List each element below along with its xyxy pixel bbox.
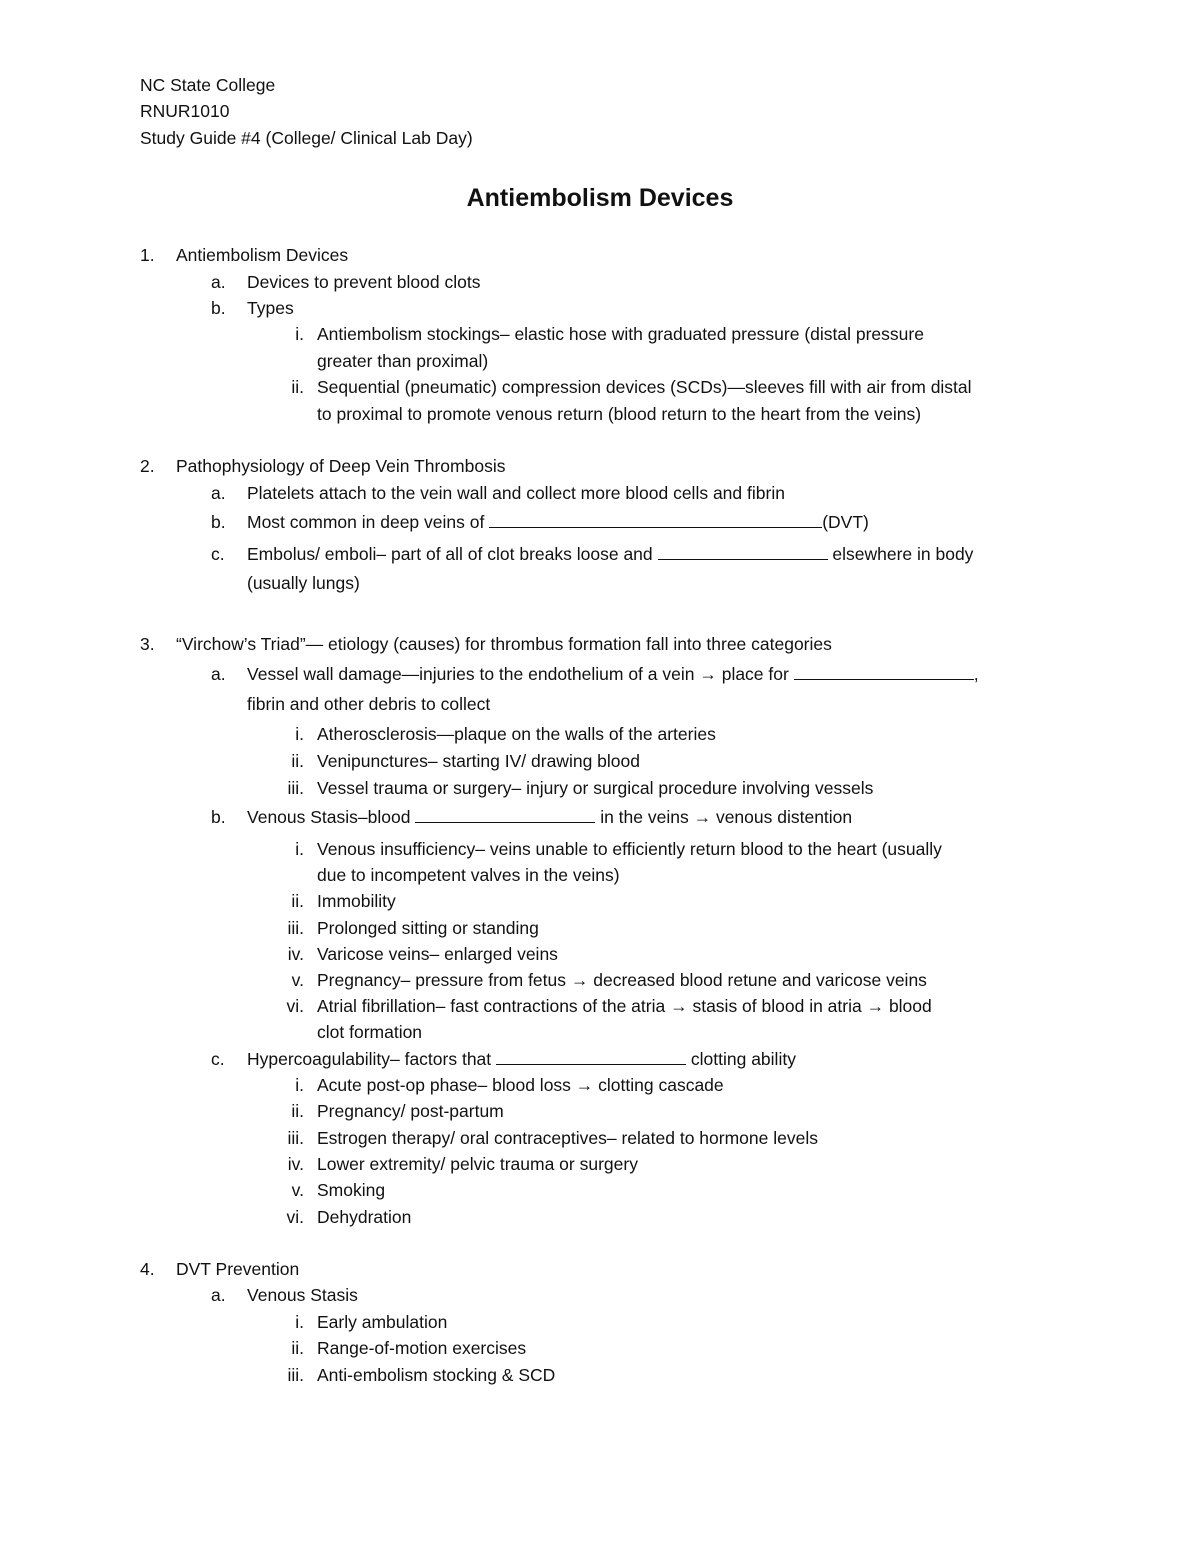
list-marker: ii. [291, 377, 304, 397]
section-3-title: “Virchow’s Triad”— etiology (causes) for thrombus formation fall into three categories [176, 634, 832, 654]
list-marker: v. [291, 1180, 304, 1200]
list-marker: iii. [287, 1128, 304, 1148]
arrow-right-icon: → [866, 996, 885, 1016]
list-marker: v. [291, 970, 304, 990]
list-marker: a. [211, 272, 226, 292]
list-marker: ii. [291, 1101, 304, 1121]
fill-in-blank [658, 543, 828, 560]
list-marker: iii. [287, 918, 304, 938]
list-item: Dehydration [317, 1207, 412, 1227]
list-marker: b. [211, 807, 226, 827]
list-marker: a. [211, 483, 226, 503]
list-item-continuation: to proximal to promote venous return (blood return to the heart from the veins) [317, 404, 922, 424]
list-item-continuation: (usually lungs) [247, 573, 360, 593]
section-1-number: 1. [140, 245, 155, 265]
arrow-right-icon: → [699, 664, 717, 684]
list-item: Vessel wall damage—injuries to the endothelium of a vein → place for , [247, 664, 979, 684]
list-item: Estrogen therapy/ oral contraceptives– related to hormone levels [317, 1128, 818, 1148]
list-item: Types [247, 298, 294, 318]
list-item-continuation: due to incompetent valves in the veins) [317, 865, 620, 885]
list-item: Anti-embolism stocking & SCD [317, 1365, 556, 1385]
section-4-title: DVT Prevention [176, 1259, 300, 1279]
fill-in-blank [489, 511, 822, 528]
list-item: Lower extremity/ pelvic trauma or surgery [317, 1154, 638, 1174]
header-guide: Study Guide #4 (College/ Clinical Lab Day) [140, 128, 473, 148]
section-3-number: 3. [140, 634, 155, 654]
list-marker: b. [211, 512, 226, 532]
list-item-continuation: fibrin and other debris to collect [247, 694, 491, 714]
list-item: Embolus/ emboli– part of all of clot breaks loose and elsewhere in body [247, 544, 974, 564]
list-item: Sequential (pneumatic) compression devices (SCDs)—sleeves fill with air from distal [317, 377, 972, 397]
list-marker: a. [211, 664, 226, 684]
list-marker: a. [211, 1285, 226, 1305]
list-item: Venous Stasis [247, 1285, 358, 1305]
list-marker: iv. [287, 944, 304, 964]
list-item: Acute post-op phase– blood loss → clotting cascade [317, 1075, 724, 1095]
list-marker: ii. [291, 1338, 304, 1358]
section-2-title: Pathophysiology of Deep Vein Thrombosis [176, 456, 506, 476]
list-marker: i. [295, 839, 304, 859]
list-item: Hypercoagulability– factors that clotting ability [247, 1049, 796, 1069]
list-marker: vi. [286, 996, 304, 1016]
list-item: Atherosclerosis—plaque on the walls of the arteries [317, 724, 716, 744]
list-item: Prolonged sitting or standing [317, 918, 539, 938]
list-marker: iii. [287, 778, 304, 798]
list-item: Atrial fibrillation– fast contractions of the atria → stasis of blood in atria → blood [317, 996, 932, 1016]
list-item: Early ambulation [317, 1312, 448, 1332]
list-marker: i. [295, 324, 304, 344]
page-title: Antiembolism Devices [466, 184, 734, 212]
list-marker: b. [211, 298, 226, 318]
list-item: Pregnancy/ post-partum [317, 1101, 504, 1121]
list-item: Pregnancy– pressure from fetus → decreased blood retune and varicose veins [317, 970, 927, 990]
list-item: Devices to prevent blood clots [247, 272, 481, 292]
list-marker: i. [295, 1312, 304, 1332]
list-item: Immobility [317, 891, 396, 911]
list-marker: ii. [291, 891, 304, 911]
list-marker: vi. [286, 1207, 304, 1227]
header-college: NC State College [140, 75, 276, 95]
header-course: RNUR1010 [140, 101, 230, 121]
list-marker: iv. [287, 1154, 304, 1174]
list-item: Varicose veins– enlarged veins [317, 944, 558, 964]
list-item: Vessel trauma or surgery– injury or surgical procedure involving vessels [317, 778, 874, 798]
arrow-right-icon: → [670, 996, 688, 1016]
list-marker: c. [211, 1049, 225, 1069]
list-item: Platelets attach to the vein wall and collect more blood cells and fibrin [247, 483, 785, 503]
list-item: Smoking [317, 1180, 386, 1200]
section-4-number: 4. [140, 1259, 155, 1279]
list-item: Range-of-motion exercises [317, 1338, 527, 1358]
arrow-right-icon: → [575, 1075, 594, 1095]
list-item: Venous insufficiency– veins unable to efficiently return blood to the heart (usually [317, 839, 942, 859]
section-1-title: Antiembolism Devices [176, 245, 349, 265]
fill-in-blank [496, 1048, 686, 1065]
list-marker: i. [295, 1075, 304, 1095]
arrow-right-icon: → [693, 807, 712, 827]
section-2-number: 2. [140, 456, 155, 476]
arrow-right-icon: → [570, 970, 589, 990]
list-marker: c. [211, 544, 225, 564]
list-item: Most common in deep veins of (DVT) [247, 512, 869, 532]
list-marker: i. [295, 724, 304, 744]
list-marker: iii. [287, 1365, 304, 1385]
list-item-continuation: clot formation [317, 1022, 423, 1042]
fill-in-blank [794, 663, 974, 680]
list-item: Antiembolism stockings– elastic hose with graduated pressure (distal pressure [317, 324, 924, 344]
list-marker: ii. [291, 751, 304, 771]
fill-in-blank [415, 806, 595, 823]
list-item-continuation: greater than proximal) [317, 351, 489, 371]
list-item: Venous Stasis–blood in the veins → venous distention [247, 807, 853, 827]
list-item: Venipunctures– starting IV/ drawing blood [317, 751, 640, 771]
